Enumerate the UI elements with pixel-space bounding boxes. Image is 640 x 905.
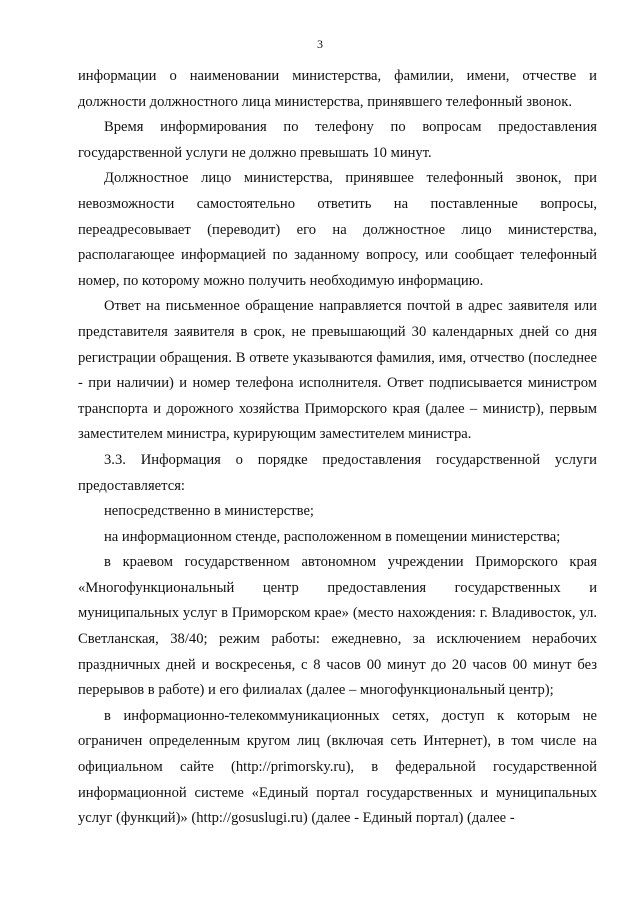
paragraph-2: Время информирования по телефону по вопросам предоставления государственной услуги не должно превышать 10 минут.: [78, 119, 597, 161]
paragraph-4: Ответ на письменное обращение направляется почтой в адрес заявителя или представителя заявителя в срок, не превышающий 30 календарных дней со дня регистрации обращения. В ответе указываются фамилия, имя, отчество (последнее - при наличии) и номер телефона исполнителя. Ответ подписывается министром транспорта и дорожного хозяйства Приморского края (далее – министр), первым заместителем министра, курирующим заместителем министра.: [78, 298, 597, 443]
paragraph-9: в информационно-телекоммуникационных сетях, доступ к которым не ограничен определенным кругом лиц (включая сеть Интернет), в том числе на официальном сайте (http://primorsky.ru), в федеральной государственной информационной системе «Единый портал государственных и муниципальных услуг (функций)» (http://gosuslugi.ru) (далее - Единый портал) (далее -: [78, 707, 597, 827]
paragraph-3: Должностное лицо министерства, принявшее телефонный звонок, при невозможности самостоятельно ответить на поставленные вопросы, переадресовывает (переводит) его на должностное лицо министерства, располагающее информацией по заданному вопросу, или сообщает телефонный номер, по которому можно получить необходимую информацию.: [78, 170, 597, 289]
paragraph-1: информации о наименовании министерства, фамилии, имени, отчестве и должности должностного лица министерства, принявшего телефонный звонок.: [78, 68, 597, 110]
paragraph-6: непосредственно в министерстве;: [104, 503, 314, 520]
paragraph-8: в краевом государственном автономном учреждении Приморского края «Многофункциональный центр предоставления государственных и муниципальных услуг в Приморском крае» (место нахождения: г. Владивосток, ул. Светланская, 38/40; режим работы: ежедневно, за исключением нерабочих праздничных дней и воскресенья, с 8 часов 00 минут до 20 часов 00 минут без перерывов в работе) и его филиалах (далее – многофункциональный центр);: [78, 554, 597, 699]
paragraph-5: 3.3. Информация о порядке предоставления государственной услуги предоставляется:: [78, 451, 597, 494]
paragraph-7: на информационном стенде, расположенном в помещении министерства;: [104, 528, 561, 545]
document-body: [78, 64, 597, 832]
page-number: 3: [317, 37, 323, 51]
